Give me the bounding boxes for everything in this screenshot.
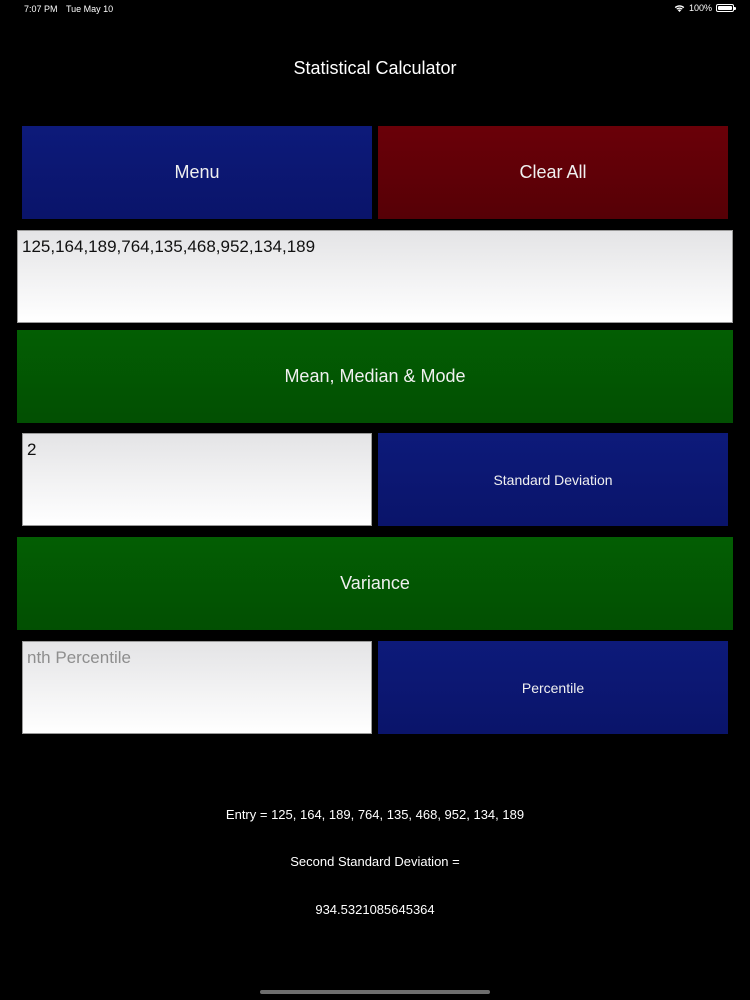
result-label: Second Standard Deviation = [290, 854, 460, 869]
status-date: Tue May 10 [66, 4, 114, 14]
percentile-button[interactable]: Percentile [378, 641, 728, 734]
data-entry-input[interactable] [17, 230, 733, 323]
standard-deviation-button[interactable]: Standard Deviation [378, 433, 728, 526]
page-title: Statistical Calculator [293, 58, 457, 78]
status-time: 7:07 PM [24, 4, 58, 14]
deviation-number-input[interactable] [22, 433, 372, 526]
status-bar [0, 0, 750, 20]
clear-all-button[interactable]: Clear All [378, 126, 728, 219]
battery-percent: 100% [688, 3, 712, 13]
status-indicators [674, 3, 734, 13]
menu-button[interactable]: Menu [22, 126, 372, 219]
battery-icon [716, 4, 734, 12]
result-value: 934.5321085645364 [315, 902, 435, 917]
percentile-input[interactable] [22, 641, 372, 734]
variance-button[interactable]: Variance [17, 537, 733, 630]
mean-median-mode-button[interactable]: Mean, Median & Mode [17, 330, 733, 423]
home-indicator[interactable] [260, 990, 490, 994]
entry-output: Entry = 125, 164, 189, 764, 135, 468, 952, 134, 189 [225, 807, 525, 822]
wifi-icon [674, 4, 685, 13]
